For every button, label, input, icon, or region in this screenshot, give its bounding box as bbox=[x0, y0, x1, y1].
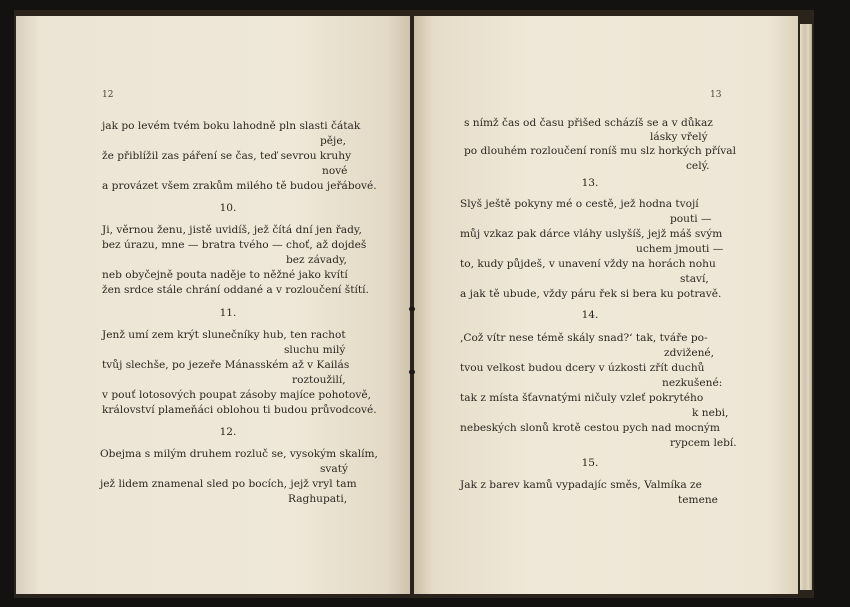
text-line: svatý bbox=[320, 463, 348, 475]
text-line: nebeských slonů krotě cestou pych nad mocným bbox=[460, 422, 720, 434]
text-line: Jenž umí zem krýt slunečníky hub, ten rachot bbox=[102, 329, 346, 341]
text-line: království plameňáci oblohou ti budou průvodcové. bbox=[102, 404, 377, 416]
page-edges bbox=[800, 24, 812, 590]
left-page bbox=[16, 16, 410, 594]
text-line: uchem jmouti — bbox=[636, 243, 724, 255]
text-line: tak z místa šťavnatými ničuly vzleť pokrytého bbox=[460, 392, 704, 404]
text-line: sluchu milý bbox=[284, 344, 346, 356]
text-line: to, kudy půjdeš, v unavení vždy na horách nohu bbox=[460, 258, 716, 270]
text-line: staví, bbox=[680, 273, 709, 285]
text-line: Jak z barev kamů vypadajíc směs, Valmíka ze bbox=[460, 479, 702, 491]
text-line: a jak tě ubude, vždy páru řek si bera ku potravě. bbox=[460, 288, 722, 300]
text-line: žen srdce stále chrání oddané a v rozloučení štítí. bbox=[102, 284, 369, 296]
text-line: zdvižené, bbox=[664, 347, 715, 359]
page-number-left: 12 bbox=[102, 90, 114, 100]
text-line: pěje, bbox=[320, 135, 346, 147]
text-line: nezkušené: bbox=[662, 377, 723, 389]
text-line: lásky vřelý bbox=[650, 131, 708, 143]
text-line: tvůj slechše, po jezeře Mánasském až v Kailás bbox=[102, 359, 350, 371]
text-line: Ji, věrnou ženu, jistě uvidíš, jež čítá dní jen řady, bbox=[102, 224, 362, 236]
text-line: tvou velkost budou dcery v úzkosti zřít duchů bbox=[460, 362, 705, 374]
binding-stitch bbox=[409, 307, 415, 311]
text-line: Obejma s milým druhem rozluč se, vysokým skalím, bbox=[100, 448, 378, 460]
text-line: k nebi, bbox=[692, 407, 729, 419]
text-line: ‚Což vítr nese témě skály snad?‘ tak, tváře po- bbox=[460, 332, 708, 344]
text-line: celý. bbox=[686, 160, 710, 172]
text-line: bez úrazu, mne — bratra tvého — choť, až dojdeš bbox=[102, 239, 367, 251]
section-number: 15. bbox=[581, 457, 599, 469]
text-line: pouti — bbox=[670, 213, 712, 225]
text-line: Slyš ještě pokyny mé o cestě, jež hodna tvojí bbox=[460, 198, 699, 210]
right-page bbox=[414, 16, 798, 594]
section-number: 12. bbox=[219, 426, 237, 438]
section-number: 10. bbox=[219, 202, 237, 214]
text-line: bez závady, bbox=[286, 254, 347, 266]
text-line: po dlouhém rozloučení roníš mu slz horkých příval bbox=[464, 145, 736, 157]
text-line: a provázet všem zrakům milého tě budou jeřábové. bbox=[102, 180, 377, 192]
text-line: neb obyčejně pouta naděje to něžné jako kvítí bbox=[102, 269, 348, 281]
text-line: můj vzkaz pak dárce vláhy uslyšíš, jejž máš svým bbox=[460, 228, 723, 240]
section-number: 14. bbox=[581, 309, 599, 321]
text-line: temene bbox=[678, 494, 718, 506]
text-line: rypcem lebí. bbox=[670, 437, 737, 449]
text-line: že přiblížil zas páření se čas, teď sevrou kruhy bbox=[102, 150, 352, 162]
text-line: jež lidem znamenal sled po bocích, jejž vryl tam bbox=[100, 478, 357, 490]
text-line: Raghupati, bbox=[288, 493, 348, 505]
text-line: roztoužilí, bbox=[292, 374, 346, 386]
binding-stitch bbox=[409, 370, 415, 374]
text-line: nové bbox=[322, 165, 348, 177]
section-number: 11. bbox=[219, 307, 237, 319]
section-number: 13. bbox=[581, 177, 599, 189]
text-line: jak po levém tvém boku lahodně pln slasti čátak bbox=[102, 120, 361, 132]
text-line: v pouť lotosových poupat zásoby majíce pohotově, bbox=[102, 389, 372, 401]
page-number-right: 13 bbox=[710, 90, 722, 100]
text-line: s nímž čas od času přišed scházíš se a v důkaz bbox=[464, 117, 713, 129]
open-book bbox=[14, 10, 814, 598]
